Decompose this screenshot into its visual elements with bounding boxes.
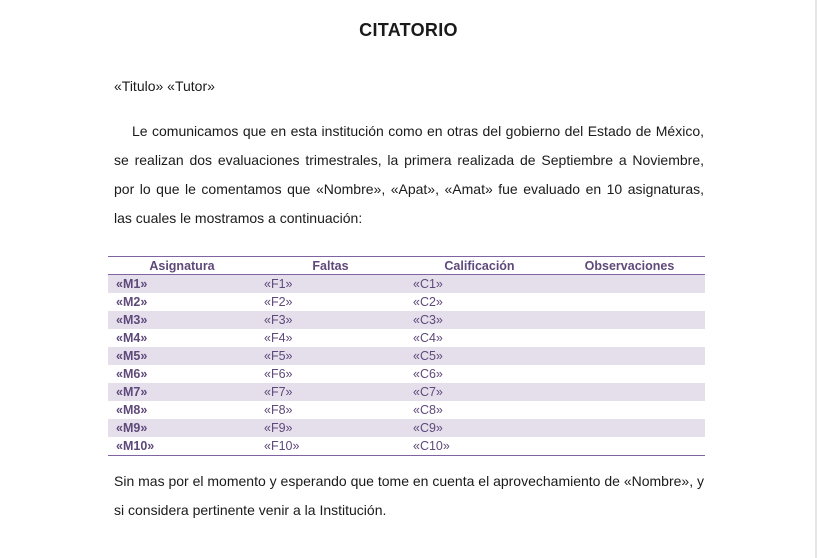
header-observaciones: Observaciones xyxy=(554,257,705,275)
document-title: CITATORIO xyxy=(359,20,458,40)
absences-cell: «F3» xyxy=(256,311,405,329)
notes-cell xyxy=(554,419,705,437)
table-row xyxy=(108,311,705,329)
notes-cell xyxy=(554,293,705,311)
absences-cell: «F4» xyxy=(264,331,293,345)
grade-cell: «C8» xyxy=(413,403,443,417)
subject-cell: «M5» xyxy=(108,347,256,365)
notes-cell xyxy=(554,437,705,456)
table-row xyxy=(108,347,705,365)
subject-cell: «M10» xyxy=(108,437,256,456)
absences-cell: «F7» xyxy=(256,383,405,401)
table-row xyxy=(108,383,705,401)
absences-cell: «F1» xyxy=(256,275,405,294)
notes-cell xyxy=(554,365,705,383)
notes-cell xyxy=(554,329,705,347)
subject-cell: «M4» xyxy=(116,331,148,345)
subject-cell: «M6» xyxy=(116,367,148,381)
absences-cell: «F5» xyxy=(256,347,405,365)
intro-paragraph xyxy=(114,117,704,233)
grade-cell: «C10» xyxy=(405,437,554,456)
notes-cell xyxy=(554,401,705,419)
notes-cell xyxy=(554,275,705,294)
subject-cell: «M1» xyxy=(108,275,256,294)
notes-cell xyxy=(554,347,705,365)
grade-cell: «C5» xyxy=(405,347,554,365)
subject-cell: «M2» xyxy=(116,295,148,309)
absences-cell: «F9» xyxy=(256,419,405,437)
absences-cell: «F10» xyxy=(256,437,405,456)
subject-cell: «M8» xyxy=(116,403,148,417)
grade-cell: «C7» xyxy=(405,383,554,401)
closing-paragraph: Sin mas por el momento y esperando que tome en cuenta el aprovechamiento de «Nombre», y si considera pertinente venir a la Institución. xyxy=(114,473,704,518)
absences-cell: «F8» xyxy=(264,403,293,417)
notes-cell xyxy=(554,383,705,401)
table-row xyxy=(108,275,705,294)
subject-cell: «M7» xyxy=(108,383,256,401)
subject-cell: «M9» xyxy=(108,419,256,437)
grade-cell: «C4» xyxy=(413,331,443,345)
table-row xyxy=(108,401,705,419)
table-row xyxy=(108,419,705,437)
notes-cell xyxy=(554,311,705,329)
absences-cell: «F2» xyxy=(264,295,293,309)
grade-cell: «C3» xyxy=(405,311,554,329)
subject-cell: «M3» xyxy=(108,311,256,329)
intro-paragraph-text: Le comunicamos que en esta institución como en otras del gobierno del Estado de México, se realizan dos evaluaciones trimestrales, la primera realizada de Septiembre a Noviembre, por lo que le comentamos que «Nombre», «Apat», «Amat» fue evaluado en 10 asignaturas, las cuales le mostramos a continuación: xyxy=(114,123,704,226)
grade-cell: «C1» xyxy=(405,275,554,294)
table-row xyxy=(108,437,705,456)
grades-table xyxy=(108,256,705,456)
table-row xyxy=(108,329,705,347)
grade-cell: «C2» xyxy=(413,295,443,309)
header-asignatura: Asignatura xyxy=(108,257,256,275)
table-row xyxy=(108,365,705,383)
table-header-row xyxy=(108,257,705,275)
header-faltas: Faltas xyxy=(256,257,405,275)
grade-cell: «C9» xyxy=(405,419,554,437)
greeting-line: «Titulo» «Tutor» xyxy=(114,78,215,94)
header-calificacion: Calificación xyxy=(405,257,554,275)
table-row xyxy=(108,293,705,311)
absences-cell: «F6» xyxy=(264,367,293,381)
grade-cell: «C6» xyxy=(413,367,443,381)
